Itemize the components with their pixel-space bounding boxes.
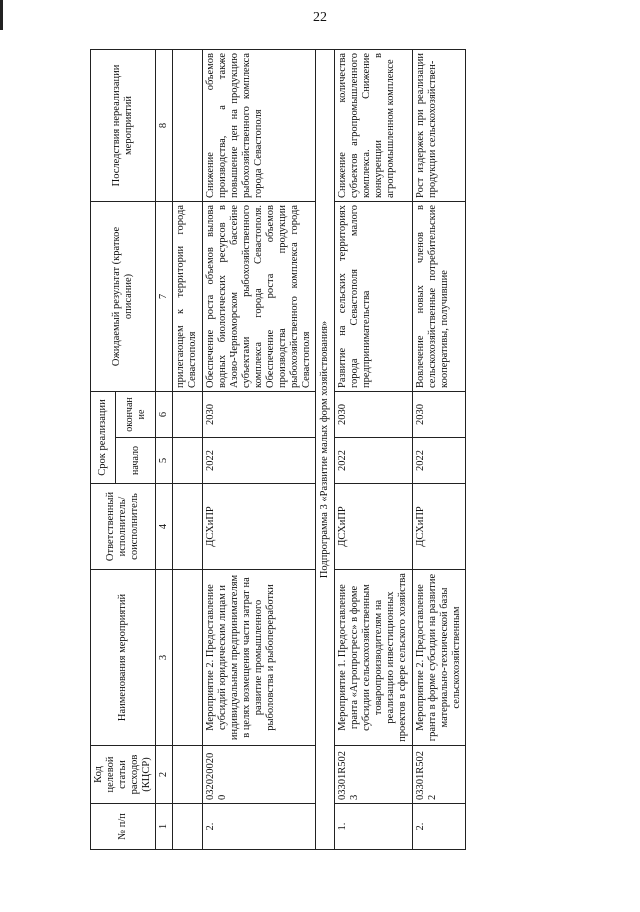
row-start: 2022 — [335, 438, 412, 484]
index-cell: 1 — [156, 804, 173, 850]
row-end: 2030 — [412, 391, 465, 437]
index-cell: 6 — [156, 391, 173, 437]
header-code: Код целевой статьи расходов (КЦСР) — [91, 746, 156, 804]
index-cell: 4 — [156, 484, 173, 570]
row-num: 2. — [412, 804, 465, 850]
row-start: 2022 — [202, 438, 316, 484]
row-result: Обеспечение роста объемов вылова водных биологических ресурсов в Азово-Черноморском бассейне субъектами рыбохозяйственного комплекса города Севастополя. Обеспечение роста объемов производства продукции рыбохозяйственного комплекса города Севастополя — [202, 201, 316, 391]
index-cell: 2 — [156, 746, 173, 804]
row-result: Развитие на сельских территориях города Севастополя малого предпринимательства — [335, 201, 412, 391]
page-number: 22 — [313, 10, 327, 25]
index-cell: 5 — [156, 438, 173, 484]
row-executor: ДСХиПР — [335, 484, 412, 570]
row-num: 2. — [202, 804, 316, 850]
row-consequence: Снижение объемов производства, а также повышение цен на продукцию рыбохозяйственного комплекса города Севастополя — [202, 49, 316, 201]
header-name: Наименования мероприятий — [91, 570, 156, 746]
table-row — [202, 49, 316, 849]
row-end: 2030 — [335, 391, 412, 437]
table-row — [412, 49, 465, 849]
header-executor: Ответственный исполнитель/ соисполнитель — [91, 484, 156, 570]
header-term: Срок реализации — [91, 391, 116, 483]
row-name: Мероприятие 1. Предоставление гранта «Агропрогресс» в форме субсидии сельскохозяйственным товаропроизводителям на реализацию инвестиционных проектов в сфере сельского хозяйства — [335, 570, 412, 746]
index-cell: 7 — [156, 201, 173, 391]
header-row — [91, 49, 116, 849]
index-row — [156, 49, 173, 849]
row-consequence: Рост издержек при реализации продукции сельскохозяйствен- — [412, 49, 465, 201]
table-row — [335, 49, 412, 849]
header-result: Ожидаемый результат (краткое описание) — [91, 201, 156, 391]
continuation-row — [173, 49, 202, 849]
row-end: 2030 — [202, 391, 316, 437]
row-result: Вовлечение новых членов в сельскохозяйственные потребительские кооперативы, получившие — [412, 201, 465, 391]
index-cell: 3 — [156, 570, 173, 746]
row-consequence: Снижение количества субъектов агропромышленного комплекса. Снижение конкуренции в агропромышленном комплексе — [335, 49, 412, 201]
subprogram-title: Подпрограмма 3 «Развитие малых форм хозяйствования» — [316, 49, 335, 849]
index-cell: 8 — [156, 49, 173, 201]
row-num: 1. — [335, 804, 412, 850]
row-executor: ДСХиПР — [412, 484, 465, 570]
subprogram-row — [316, 49, 335, 849]
header-end: окончание — [115, 391, 156, 437]
row-executor: ДСХиПР — [202, 484, 316, 570]
row-name: Мероприятие 2. Предоставление гранта в форме субсидии на развитие материально-технической базы сельскохозяйственным — [412, 570, 465, 746]
rotated-table-wrapper — [90, 50, 545, 850]
header-consequence: Последствия нереализации мероприятий — [91, 49, 156, 201]
continuation-result: прилегающем к территории города Севастополя — [173, 201, 202, 391]
row-code: 0320200200 — [202, 746, 316, 804]
header-start: начало — [115, 438, 156, 484]
row-code: 03301R5022 — [412, 746, 465, 804]
row-start: 2022 — [412, 438, 465, 484]
row-name: Мероприятие 2. Предоставление субсидий юридическим лицам и индивидуальным предпринимателям в целях возмещения части затрат на развитие промышленного рыболовства и рыбопереработки — [202, 570, 316, 746]
header-num: № п/п — [91, 804, 156, 850]
row-code: 03301R5023 — [335, 746, 412, 804]
measures-table — [90, 49, 466, 850]
